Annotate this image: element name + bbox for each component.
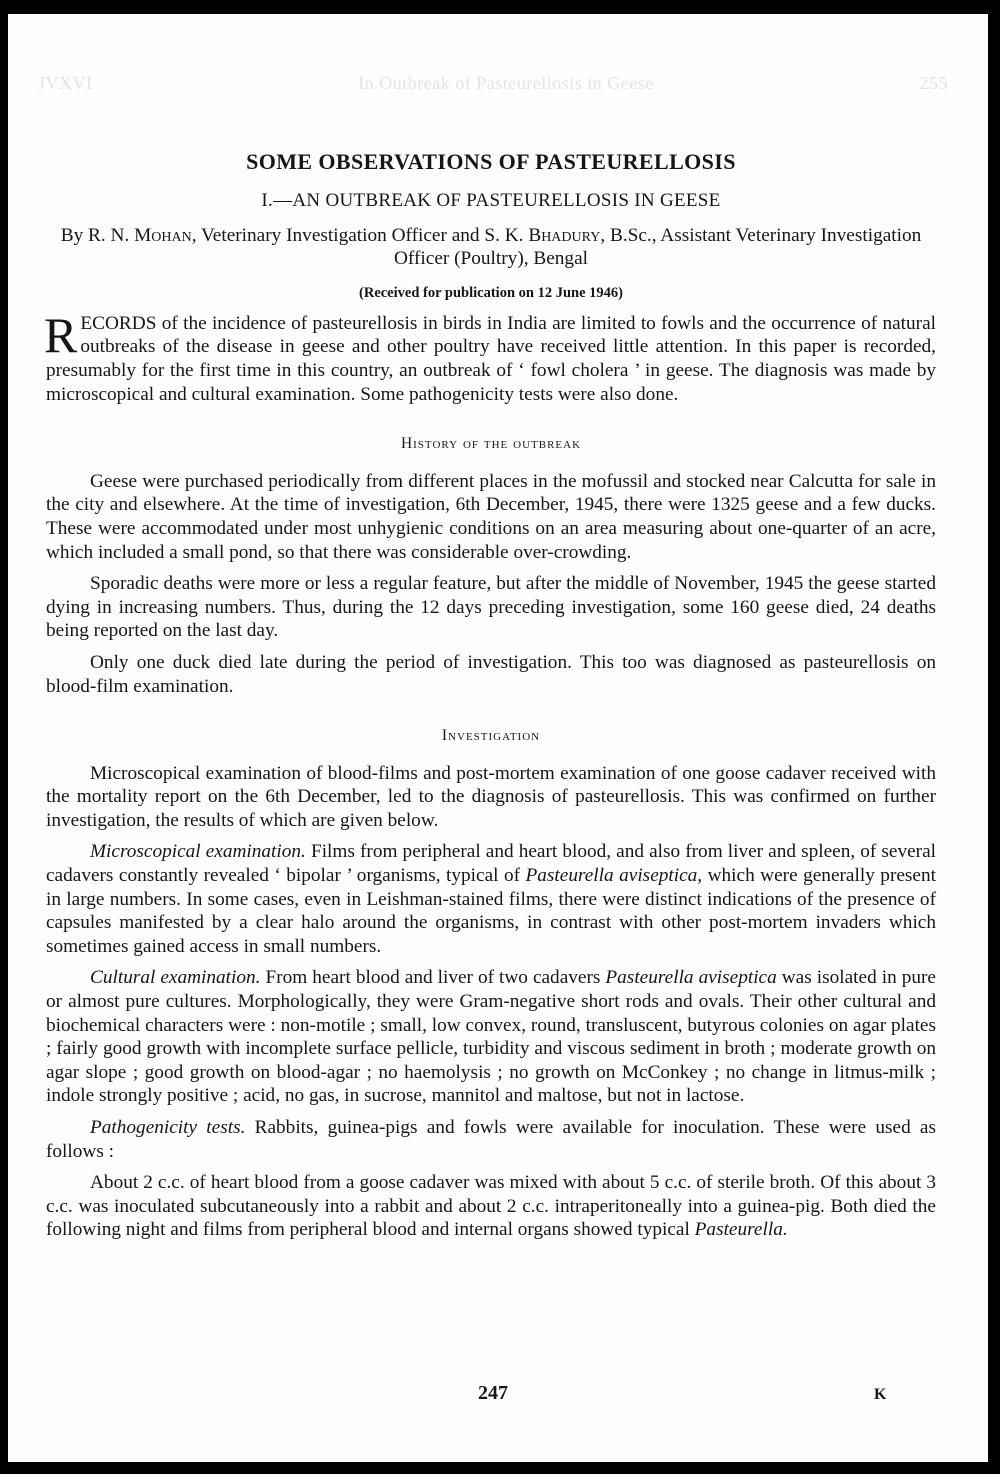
byline-suffix: , B.Sc., Assistant Veterinary Investigation Officer (Poultry), Bengal [393, 225, 922, 270]
history-paragraph-3: Only one duck died late during the period of investigation. This too was diagnosed as pasteurellosis on blood-film examination. [46, 651, 936, 697]
article-body [46, 138, 936, 1242]
section-heading-history: History of the outbreak [400, 435, 582, 453]
cultural-text-2: was isolated in pure or almost pure cultures. Morphologically, they were Gram-negative short rods and ovals. Their other cultural and biochemical characters were : non-motile ; small, low convex, round, transluscent, butyrous colonies on agar plates ; fairly good growth with incomplete surface pellicle, turbidity and viscous sediment in broth ; moderate growth on agar slope ; good growth on blood-agar ; no haemolysis ; no growth on McConkey ; no change in litmus-milk ; indole strongly positive ; acid, no gas, in sucrose, mannitol and maltose, but not in lactose. [46, 967, 936, 1107]
show-through-text: JVXVI In Outbreak of Pasteurellosis in Geese 255 [38, 73, 948, 93]
intro-paragraph [44, 306, 936, 406]
intro-text: ECORDS of the incidence of pasteurellosis in birds in India are limited to fowls and the occurrence of natural outbreaks of the disease in geese and other poultry have received little attention. In this paper is recorded, presumably for the first time in this country, an outbreak of ‘ fowl cholera ’ in geese. The diagnosis was made by microscopical and cultural examination. Some pathogenicity tests were also done. [46, 312, 936, 405]
investigation-intro: Microscopical examination of blood-films and post-mortem examination of one goose cadaver received with the mortality report on the 6th December, led to the diagnosis of pasteurellosis. This was confirmed on further investigation, the results of which are given below. [46, 762, 936, 831]
byline-prefix: By R. N. [60, 225, 135, 247]
cultural-text-1: From heart blood and liver of two cadavers [260, 967, 606, 989]
organism-name: Pasteurella aviseptica, [525, 865, 703, 887]
microscopical-text-1: Films from peripheral and heart blood, and also from liver and spleen, of several cadavers constantly revealed ‘ bipolar ’ organisms, typical of [46, 841, 937, 887]
microscopical-paragraph [46, 840, 936, 958]
author-mohan: Mohan [134, 225, 192, 247]
pathogenicity-paragraph [46, 1116, 936, 1163]
followup-text: About 2 c.c. of heart blood from a goose cadaver was mixed with about 5 c.c. of sterile broth. Of this about 3 c.c. was inoculated subcutaneously into a rabbit and about 2 c.c. intraperitoneally into a guinea-pig. Both died the following night and films from peripheral blood and internal organs showed typical [46, 1172, 936, 1241]
drop-cap: R [44, 306, 78, 363]
microscopical-heading: Microscopical examination. [90, 841, 306, 863]
section-heading-investigation: Investigation [441, 727, 541, 745]
history-paragraph-1: Geese were purchased periodically from different places in the mofussil and stocked near Calcutta for sale in the city and elsewhere. At the time of investigation, 6th December, 1945, there were 1325 geese and a few ducks. These were accommodated under most unhygienic conditions on an area measuring about one-quarter of an acre, which included a small pond, so that there was considerable over-crowding. [46, 470, 936, 563]
byline-middle: , Veterinary Investigation Officer and S. K. [191, 225, 529, 247]
cultural-paragraph [46, 966, 936, 1108]
journal-page [8, 14, 988, 1462]
pathogenicity-followup [46, 1171, 936, 1242]
signature-mark: K [874, 1386, 887, 1403]
pathogenicity-text: Rabbits, guinea-pigs and fowls were available for inoculation. These were used as follows : [46, 1117, 936, 1162]
article-subtitle: I.—AN OUTBREAK OF PASTEURELLOSIS IN GEESE [261, 189, 721, 211]
byline [46, 224, 936, 270]
article-title: SOME OBSERVATIONS OF PASTEURELLOSIS [246, 149, 736, 174]
organism-name: Pasteurella aviseptica [605, 967, 777, 989]
page-number: 247 [478, 1382, 508, 1404]
author-bhadury: Bhadury [528, 225, 601, 247]
cultural-heading: Cultural examination. [90, 967, 261, 989]
history-paragraph-2: Sporadic deaths were more or less a regular feature, but after the middle of November, 1945 the geese started dying in increasing numbers. Thus, during the 12 days preceding investigation, some 160 geese died, 24 deaths being reported on the last day. [46, 573, 936, 642]
organism-name: Pasteurella. [694, 1219, 788, 1241]
microscopical-text-2: which were generally present in large numbers. In some cases, even in Leishman-stained films, there were distinct indications of the presence of capsules manifested by a clear halo around the organisms, in contrast with other post-mortem invaders which sometimes gained access in small numbers. [46, 865, 936, 957]
received-date: (Received for publication on 12 June 1946) [359, 285, 623, 302]
pathogenicity-heading: Pathogenicity tests. [90, 1117, 246, 1138]
